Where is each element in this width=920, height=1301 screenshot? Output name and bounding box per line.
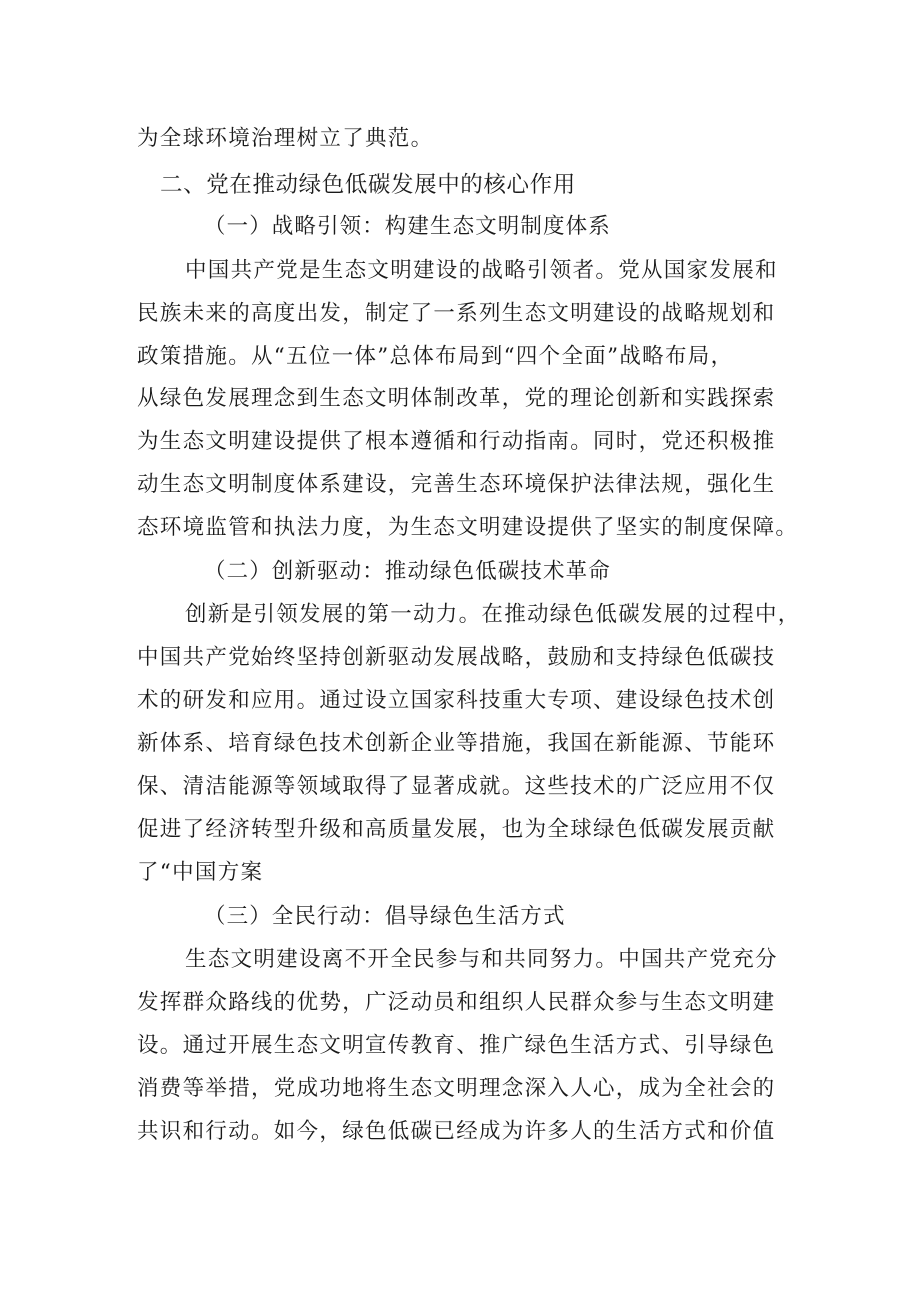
- paragraph-2-line-1: 创新是引领发展的第一动力。在推动绿色低碳发展的过程中，: [185, 602, 801, 627]
- paragraph-3-line-2: 发挥群众路线的优势，广泛动员和组织人民群众参与生态文明建: [137, 990, 776, 1015]
- paragraph-1-line-3: 政策措施。从“五位一体”总体布局到“四个全面”战略布局，: [137, 344, 734, 369]
- paragraph-3-line-5: 共识和行动。如今，绿色低碳已经成为许多人的生活方式和价值: [137, 1119, 776, 1144]
- subheading-3: （三）全民行动：倡导绿色生活方式: [204, 904, 566, 929]
- paragraph-2-line-4: 新体系、培育绿色技术创新企业等措施，我国在新能源、节能环: [137, 731, 776, 756]
- paragraph-1-line-7: 态环境监管和执法力度，为生态文明建设提供了坚实的制度保障。: [137, 515, 799, 540]
- paragraph-1-line-6: 动生态文明制度体系建设，完善生态环境保护法律法规，强化生: [137, 472, 776, 497]
- section-title: 二、党在推动绿色低碳发展中的核心作用: [160, 172, 576, 198]
- subheading-2: （二）创新驱动：推动绿色低碳技术革命: [204, 559, 611, 584]
- paragraph-2-line-3: 术的研发和应用。通过设立国家科技重大专项、建设绿色技术创: [137, 688, 776, 713]
- paragraph-2-line-7: 了“中国方案: [137, 860, 264, 885]
- paragraph-3-line-4: 消费等举措，党成功地将生态文明理念深入人心，成为全社会的: [137, 1076, 776, 1101]
- paragraph-1-line-1: 中国共产党是生态文明建设的战略引领者。党从国家发展和: [185, 258, 778, 283]
- paragraph-2-line-5: 保、清洁能源等领域取得了显著成就。这些技术的广泛应用不仅: [137, 774, 776, 799]
- intro-tail-line: 为全球环境治理树立了典范。: [137, 126, 434, 151]
- paragraph-1-line-2: 民族未来的高度出发，制定了一系列生态文明建设的战略规划和: [137, 301, 776, 326]
- paragraph-3-line-1: 生态文明建设离不开全民参与和共同努力。中国共产党充分: [185, 947, 778, 972]
- paragraph-3-line-3: 设。通过开展生态文明宣传教育、推广绿色生活方式、引导绿色: [137, 1033, 776, 1058]
- paragraph-1-line-5: 为生态文明建设提供了根本遵循和行动指南。同时，党还积极推: [137, 429, 776, 454]
- paragraph-2-line-2: 中国共产党始终坚持创新驱动发展战略，鼓励和支持绿色低碳技: [137, 645, 776, 670]
- paragraph-1-line-4: 从绿色发展理念到生态文明体制改革，党的理论创新和实践探索: [137, 386, 776, 411]
- subheading-1: （一）战略引领：构建生态文明制度体系: [204, 214, 611, 239]
- paragraph-2-line-6: 促进了经济转型升级和高质量发展，也为全球绿色低碳发展贡献: [137, 817, 776, 842]
